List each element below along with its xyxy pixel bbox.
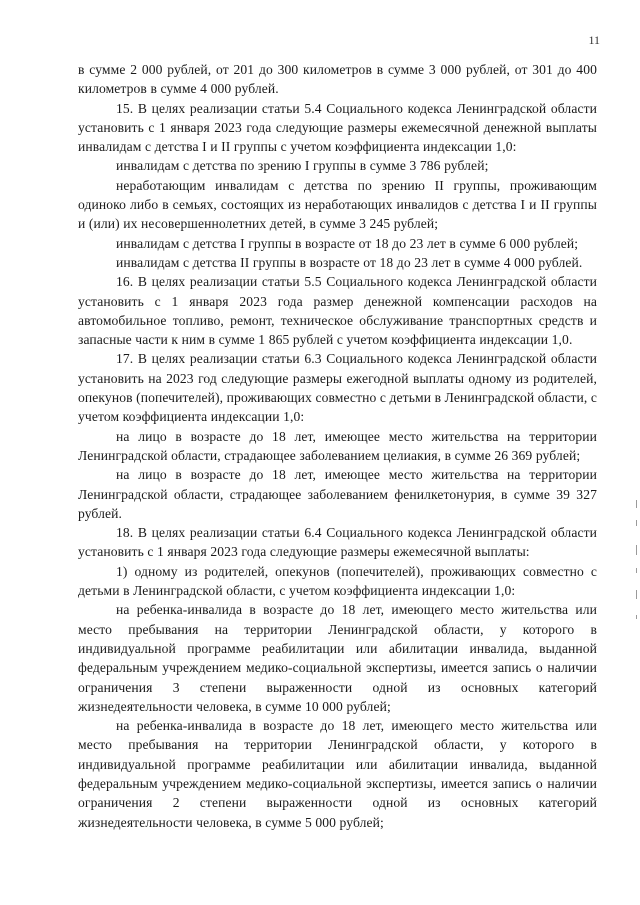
scan-edge-mark (636, 568, 637, 573)
page-number: 11 (588, 33, 600, 47)
paragraph-17-subitem-2: на лицо в возрасте до 18 лет, имеющее место жительства на территории Ленинградской области, страдающее заболеванием фенилкетонурия, в сумме 39 327 рублей. (78, 467, 597, 521)
scan-edge-mark (636, 545, 637, 555)
paragraph-item-18: 18. В целях реализации статьи 6.4 Социального кодекса Ленинградской области установить с 1 января 2023 года следующие размеры ежемесячной выплаты: (78, 525, 597, 560)
paragraph-17-subitem-1: на лицо в возрасте до 18 лет, имеющее место жительства на территории Ленинградской области, страдающее заболеванием целиакия, в сумме 26 369 рублей; (78, 428, 597, 463)
scan-edge-mark (636, 590, 637, 599)
paragraph-item-16: 16. В целях реализации статьи 5.5 Социального кодекса Ленинградской области установить с 1 января 2023 года размер денежной компенсации расходов на автомобильное топливо, ремонт, техническое обслуживание транспортных средств и запасные части к ним в сумме 1 865 рублей с учетом коэффициента индексации 1,0. (78, 274, 597, 348)
paragraph-15-subitem-1: инвалидам с детства по зрению I группы в сумме 3 786 рублей; (116, 158, 489, 174)
paragraph-item-15: 15. В целях реализации статьи 5.4 Социального кодекса Ленинградской области установить с 1 января 2023 года следующие размеры ежемесячной денежной выплаты инвалидам с детства I и II группы с учетом коэффициента индексации 1,0: (78, 100, 597, 155)
paragraph-18-subitem-1: 1) одному из родителей, опекунов (попечителей), проживающих совместно с детьми в Ленинградской области, с учетом коэффициента индексации 1,0: (78, 563, 597, 599)
scan-edge-mark (636, 520, 637, 526)
paragraph-item-17: 17. В целях реализации статьи 6.3 Социального кодекса Ленинградской области установить на 2023 год следующие размеры ежегодной выплаты одному из родителей, опекунов (попечителей), проживающих совместно с детьми в Ленинградской области, с учетом коэффициента индексации 1,0: (78, 351, 597, 425)
paragraph-18-subitem-1-b: на ребенка-инвалида в возрасте до 18 лет, имеющего место жительства или место пребывания на территории Ленинградской области, у которого в индивидуальной программе реабилитации или абилитации инвалида, выданной федеральным учреждением медико-социальной экспертизы, имеется запись о наличии ограничения 2 степени выраженности одной из основных категорий жизнедеятельности человека, в сумме 5 000 рублей; (78, 718, 597, 830)
paragraph-15-subitem-2: неработающим инвалидам с детства по зрению II группы, проживающим одиноко либо в семьях, состоящих из неработающих инвалидов с детства I и II группы и (или) их несовершеннолетних детей, в сумме 3 245 рублей; (78, 177, 597, 232)
scan-edge-mark (636, 500, 637, 508)
paragraph-18-subitem-1-a: на ребенка-инвалида в возрасте до 18 лет, имеющего место жительства или место пребывания на территории Ленинградской области, у которого в индивидуальной программе реабилитации или абилитации инвалида, выданной федеральным учреждением медико-социальной экспертизы, имеется запись о наличии ограничения 3 степени выраженности одной из основных категорий жизнедеятельности человека, в сумме 10 000 рублей; (78, 602, 597, 714)
paragraph-15-subitem-4: инвалидам с детства II группы в возрасте от 18 до 23 лет в сумме 4 000 рублей. (116, 254, 583, 270)
document-body (78, 60, 597, 832)
scan-edge-mark (636, 615, 637, 619)
paragraph-15-subitem-3: инвалидам с детства I группы в возрасте от 18 до 23 лет в сумме 6 000 рублей; (116, 235, 579, 251)
paragraph-continuation: в сумме 2 000 рублей, от 201 до 300 километров в сумме 3 000 рублей, от 301 до 400 километров в сумме 4 000 рублей. (78, 62, 597, 97)
